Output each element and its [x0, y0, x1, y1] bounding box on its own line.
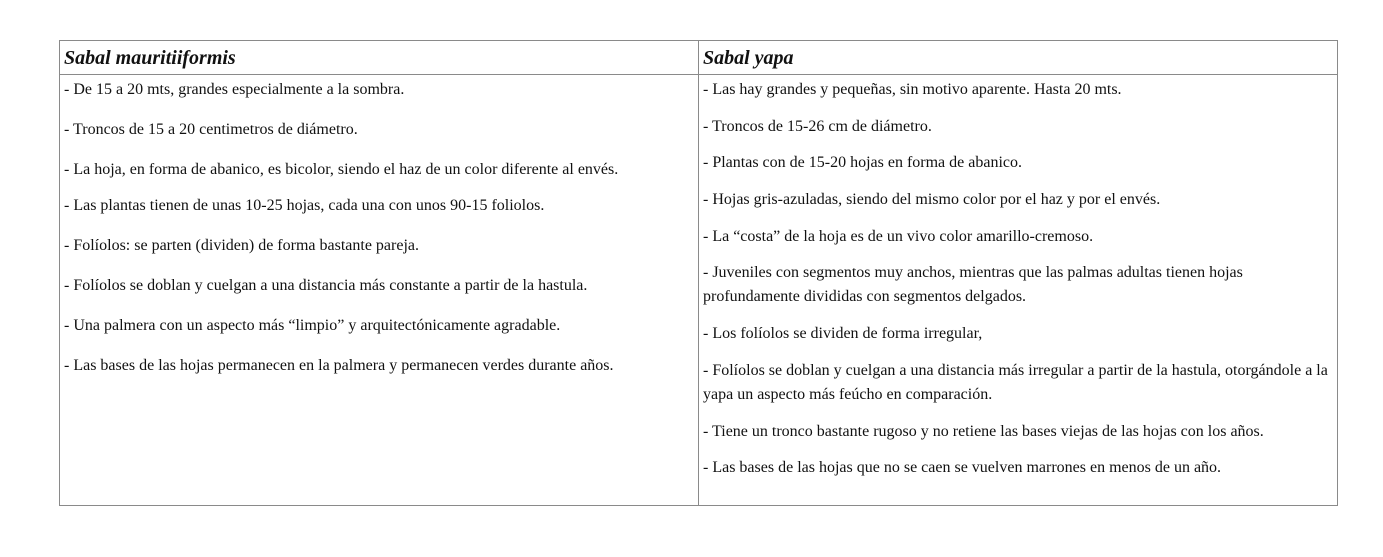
list-item: - La “costa” de la hoja es de un vivo color amarillo-cremoso.	[703, 227, 1094, 245]
list-item: - Troncos de 15 a 20 centimetros de diámetro.	[64, 121, 358, 138]
list-item: - Las bases de las hojas que no se caen se vuelven marrones en menos de un año.	[703, 459, 1222, 477]
list-item: - Los folíolos se dividen de forma irregular,	[703, 325, 983, 343]
column-body-sabal-mauritiiformis	[60, 75, 699, 505]
list-item: - Hojas gris-azuladas, siendo del mismo color por el haz y por el envés.	[703, 191, 1161, 209]
list-item: - Troncos de 15-26 cm de diámetro.	[703, 117, 932, 135]
column-body-sabal-yapa	[699, 75, 1337, 505]
list-item: - Plantas con de 15-20 hojas en forma de abanico.	[703, 154, 1023, 172]
list-item: - Tiene un tronco bastante rugoso y no retiene las bases viejas de las hojas con los años.	[703, 422, 1264, 440]
comparison-table	[59, 40, 1338, 506]
list-item: - De 15 a 20 mts, grandes especialmente a la sombra.	[64, 81, 405, 98]
list-item: - Folíolos se doblan y cuelgan a una distancia más constante a partir de la hastula.	[64, 277, 588, 294]
list-item: - Las hay grandes y pequeñas, sin motivo aparente. Hasta 20 mts.	[703, 81, 1122, 98]
column-header-sabal-mauritiiformis: Sabal mauritiiformis	[60, 41, 699, 75]
list-item: - Juveniles con segmentos muy anchos, mientras que las palmas adultas tienen hojas profundamente divididas con segmentos delgados.	[703, 264, 1243, 306]
list-item: - Folíolos se doblan y cuelgan a una distancia más irregular a partir de la hastula, otorgándole a la yapa un aspecto más feúcho en comparación.	[703, 361, 1328, 403]
list-item: - Una palmera con un aspecto más “limpio” y arquitectónicamente agradable.	[64, 317, 561, 334]
column-header-sabal-yapa: Sabal yapa	[699, 41, 1337, 75]
list-item: - Folíolos: se parten (dividen) de forma bastante pareja.	[64, 237, 419, 254]
list-item: - Las plantas tienen de unas 10-25 hojas, cada una con unos 90-15 foliolos.	[64, 197, 545, 214]
list-item: - La hoja, en forma de abanico, es bicolor, siendo el haz de un color diferente al envés.	[64, 161, 619, 178]
list-item: - Las bases de las hojas permanecen en la palmera y permanecen verdes durante años.	[64, 357, 614, 374]
